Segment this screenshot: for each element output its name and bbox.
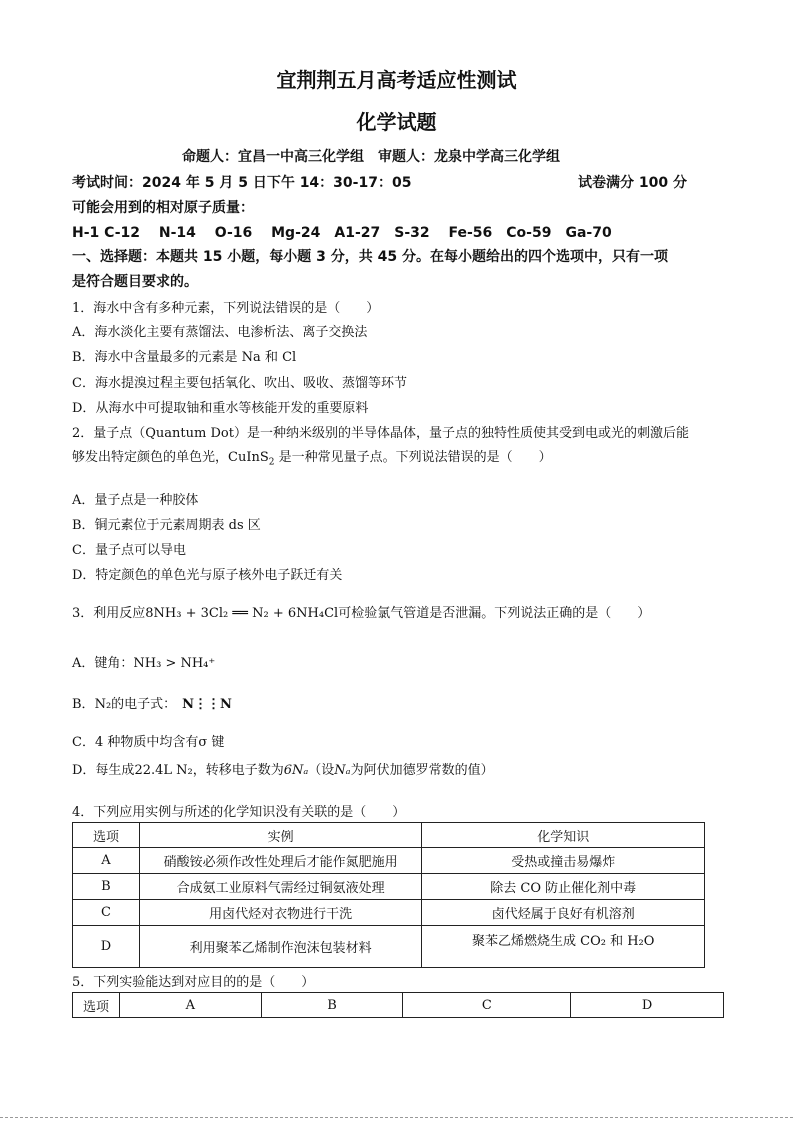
table-row [73,848,705,874]
q3-stem: 3．利用反应8NH₃ + 3Cl₂ ══ N₂ + 6NH₄Cl可检验氯气管道是否泄漏。下列说法正确的是（ ） [72,606,651,621]
q2-option-a: A．量子点是一种胶体 [72,493,199,508]
q4-header-option: 选项 [73,823,140,848]
table-cell: 卤代烃属于良好有机溶剂 [422,900,705,926]
authors-line: 命题人：宜昌一中高三化学组 审题人：龙泉中学高三化学组 [182,149,560,165]
q3-d-na: 6Nₐ [283,763,309,778]
q4-header-example: 实例 [139,823,422,848]
table-row [73,926,705,968]
q2-option-b: B．铜元素位于元素周期表 ds 区 [72,518,261,533]
q1-option-b: B．海水中含量最多的元素是 Na 和 Cl [72,350,297,365]
q3-option-c: C．4 种物质中均含有σ 键 [72,735,225,750]
q5-header-d: D [571,993,724,1018]
q3-reaction: 8NH₃ + 3Cl₂ ══ N₂ + 6NH₄Cl [145,606,339,621]
q3-option-b: B．N₂的电子式： N⋮⋮N [72,697,232,712]
table-cell: 受热或撞击易爆炸 [422,848,705,874]
q3-option-d: D．每生成22.4L N₂，转移电子数为6Nₐ（设Nₐ为阿伏加德罗常数的值） [72,763,494,778]
atomic-mass-label: 可能会用到的相对原子质量： [72,200,254,216]
q3-b-formula: N₂ [94,697,112,712]
q5-header-b: B [261,993,403,1018]
table-cell: D [73,926,140,968]
q2-option-d: D．特定颜色的单色光与原子核外电子跃迁有关 [72,568,343,583]
q2-stem-line2-post: 是一种常见量子点。下列说法错误的是（ ） [278,450,552,465]
q1-option-d: D．从海水中可提取铀和重水等核能开发的重要原料 [72,401,369,416]
table-cell: C [73,900,140,926]
atomic-masses: H-1 C-12 N-14 O-16 Mg-24 A1-27 S-32 Fe-56 Co-59 Ga-70 [72,225,612,241]
q5-table [72,992,724,1018]
q3-d-na2: Nₐ [334,763,351,778]
q2-stem-line2 [72,446,552,468]
section1-heading-line1: 一、选择题：本题共 15 小题，每小题 3 分，共 45 分。在每小题给出的四个选项中，只有一项 [72,249,668,265]
exam-title: 宜荆荆五月高考适应性测试 [276,68,517,92]
full-score: 试卷满分 100 分 [578,175,687,191]
q1-option-c: C．海水提溴过程主要包括氧化、吹出、吸收、蒸馏等环节 [72,376,407,391]
table-cell: B [73,874,140,900]
q4-table [72,822,705,968]
section1-heading-line2: 是符合题目要求的。 [72,274,198,290]
q4-table-header [73,823,705,848]
table-cell: 利用聚苯乙烯制作泡沫包装材料 [139,926,422,968]
table-cell: 合成氨工业原料气需经过铜氨液处理 [139,874,422,900]
n2-lewis-structure: N⋮⋮N [182,697,232,712]
table-cell: 硝酸铵必须作改性处理后才能作氮肥施用 [139,848,422,874]
q5-header-option: 选项 [73,993,120,1018]
q1-option-a: A．海水淡化主要有蒸馏法、电渗析法、离子交换法 [72,325,368,340]
q2-option-c: C．量子点可以导电 [72,543,186,558]
page-footer-divider [0,1117,793,1118]
q4-stem: 4．下列应用实例与所述的化学知识没有关联的是（ ） [72,805,406,820]
table-cell: 聚苯乙烯燃烧生成 CO₂ 和 H₂O [422,926,705,968]
table-cell: 用卤代烃对衣物进行干洗 [139,900,422,926]
q5-header-c: C [403,993,571,1018]
table-cell: A [73,848,140,874]
table-row [73,874,705,900]
q3-option-a: A．键角：NH₃ > NH₄⁺ [72,656,216,671]
q3-d-formula: 22.4L N₂ [134,763,193,778]
exam-subtitle: 化学试题 [356,110,437,134]
table-row [73,900,705,926]
q1-stem: 1．海水中含有多种元素，下列说法错误的是（ ） [72,301,380,316]
table-cell: 除去 CO 防止催化剂中毒 [422,874,705,900]
exam-time: 考试时间：2024 年 5 月 5 日下午 14：30-17：05 [72,175,412,191]
q5-stem: 5．下列实验能达到对应目的的是（ ） [72,975,315,990]
q2-stem-line2-pre: 够发出特定颜色的单色光， [72,450,229,465]
q2-formula: CuInS$_2$ [228,450,275,468]
q2-stem-line1: 2．量子点（Quantum Dot）是一种纳米级别的半导体晶体，量子点的独特性质使其受到电或光的刺激后能 [72,426,689,441]
q5-table-header [73,993,724,1018]
q5-header-a: A [119,993,261,1018]
q3-a-formula: NH₃ > NH₄⁺ [133,656,216,671]
q4-header-knowledge: 化学知识 [422,823,705,848]
